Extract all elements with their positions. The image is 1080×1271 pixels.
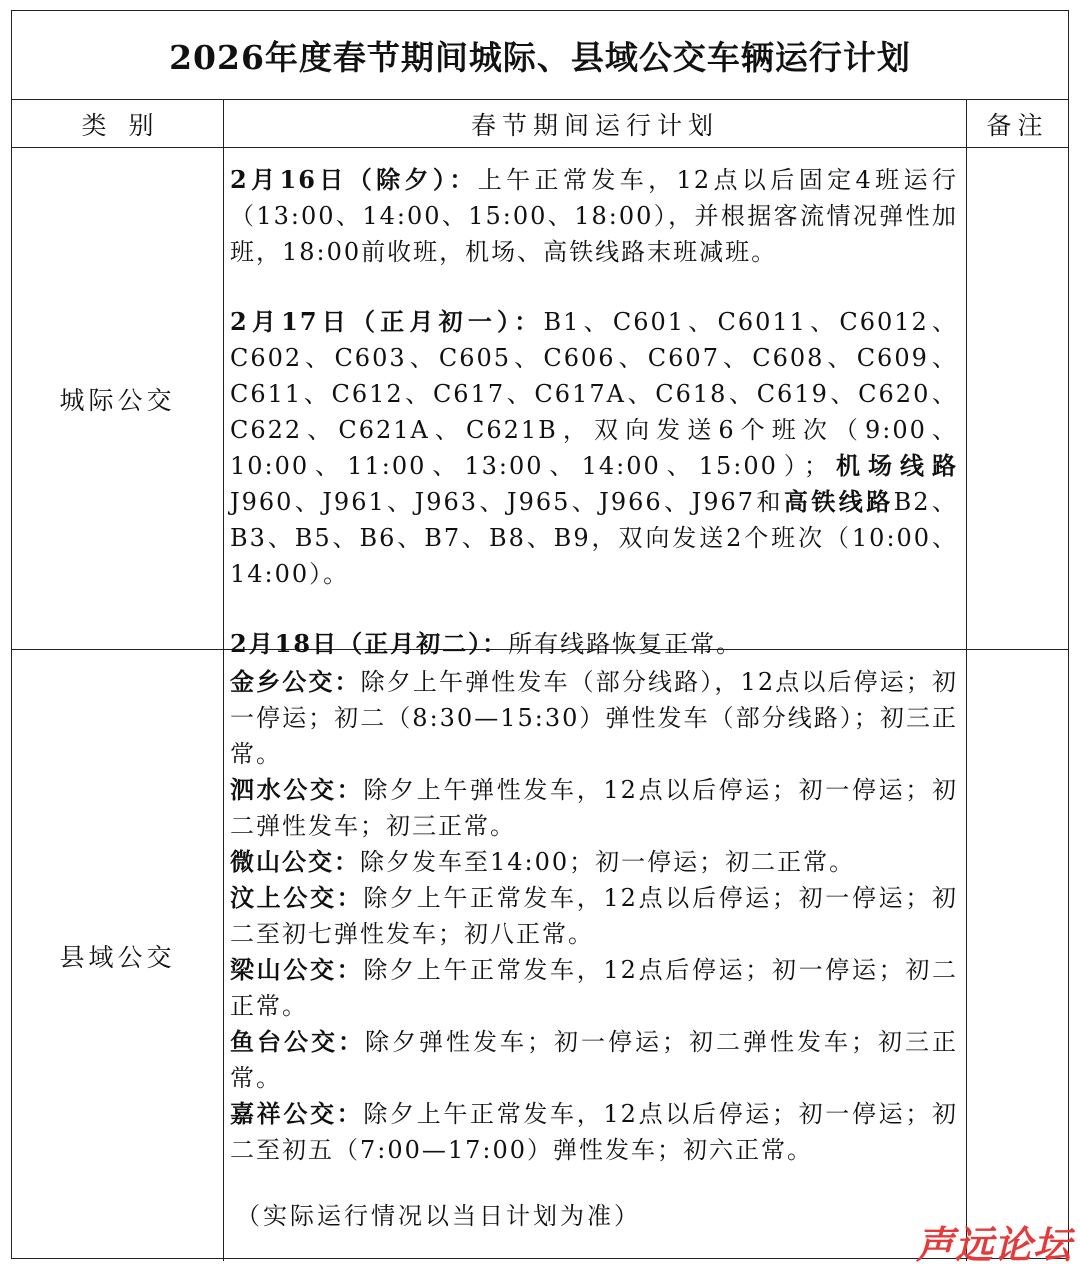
- county-plan: 除夕上午弹性发车，12点以后停运；初一停运；初二弹性发车；初三正常。: [230, 776, 958, 840]
- table-header-row: [12, 100, 1068, 148]
- county-plan: 除夕上午正常发车，12点以后停运；初一停运；初二至初七弹性发车；初八正常。: [230, 884, 958, 948]
- category-county: 县域公交: [12, 650, 224, 1261]
- county-name: 金乡公交：: [230, 667, 361, 696]
- county-name: 嘉祥公交：: [230, 1099, 364, 1128]
- text-feb17-routes: B1、C601、C6011、C6012、C602、C603、C605、C606、C607、C608、C609、C611、C612、C617、C617A、C618、C619、C620、C622、C621A、C621B，双向发送6个班次（9:00、10:00、11:00、13:00、14:00、15:00）；: [230, 308, 958, 480]
- header-plan: 春节期间运行计划: [224, 100, 967, 147]
- table-row-county: [12, 650, 1068, 1261]
- airport-lines-routes: J960、J961、J963、J965、J966、J967和: [230, 488, 784, 516]
- date-feb16: 2月16日（除夕）：: [230, 165, 478, 194]
- plan-intercity: [224, 148, 967, 658]
- county-plan: 除夕弹性发车；初一停运；初二弹性发车；初三正常。: [230, 1028, 958, 1092]
- plan-county: [224, 650, 967, 1261]
- county-plan: 除夕发车至14:00；初一停运；初二正常。: [360, 848, 856, 876]
- county-name: 鱼台公交：: [230, 1027, 365, 1056]
- plan-feb16: [230, 162, 958, 270]
- date-feb18: 2月18日（正月初二）：: [230, 629, 509, 658]
- header-category: 类别: [12, 100, 224, 147]
- county-name: 梁山公交：: [230, 955, 364, 984]
- date-feb17: 2月17日（正月初一）：: [230, 307, 544, 336]
- rail-lines-routes: B2、B3、B5、B6、B7、B8、B9，双向发送2个班次（10:00、14:00）。: [230, 488, 959, 588]
- remark-intercity: [967, 148, 1068, 649]
- list-item: [230, 1024, 958, 1096]
- category-intercity: 城际公交: [12, 148, 224, 649]
- list-item: [230, 664, 958, 772]
- list-item: [230, 844, 958, 880]
- plan-note: （实际运行情况以当日计划为准）: [236, 1202, 641, 1230]
- text-feb16: 上午正常发车，12点以后固定4班运行（13:00、14:00、15:00、18:00），并根据客流情况弹性加班，18:00前收班，机场、高铁线路末班减班。: [230, 166, 958, 266]
- county-plan: 除夕上午正常发车，12点后停运；初一停运；初二正常。: [230, 956, 958, 1020]
- watermark-logo: 声远论坛: [915, 1223, 1072, 1267]
- county-name: 微山公交：: [230, 847, 360, 876]
- plan-feb17: [230, 304, 958, 592]
- schedule-table: [11, 10, 1069, 1259]
- airport-lines-label: 机场线路: [829, 451, 959, 480]
- table-row-intercity: [12, 148, 1068, 658]
- county-name: 汶上公交：: [230, 883, 364, 912]
- list-item: [230, 952, 958, 1024]
- header-remark: 备注: [986, 110, 1049, 140]
- list-item: [230, 880, 958, 952]
- county-name: 泗水公交：: [230, 775, 364, 804]
- list-item: [230, 1096, 958, 1168]
- county-plan: 除夕上午弹性发车（部分线路），12点以后停运；初一停运；初二（8:30—15:30）弹性发车（部分线路）；初三正常。: [230, 668, 958, 768]
- county-plan: 除夕上午正常发车，12点以后停运；初一停运；初二至初五（7:00—17:00）弹性发车；初六正常。: [230, 1100, 958, 1164]
- list-item: [230, 772, 958, 844]
- page-title: 2026年度春节期间城际、县域公交车辆运行计划: [12, 11, 1068, 100]
- rail-lines-label: 高铁线路: [783, 487, 894, 516]
- remark-county: [967, 650, 1068, 1261]
- text-feb18: 所有线路恢复正常。: [508, 630, 743, 658]
